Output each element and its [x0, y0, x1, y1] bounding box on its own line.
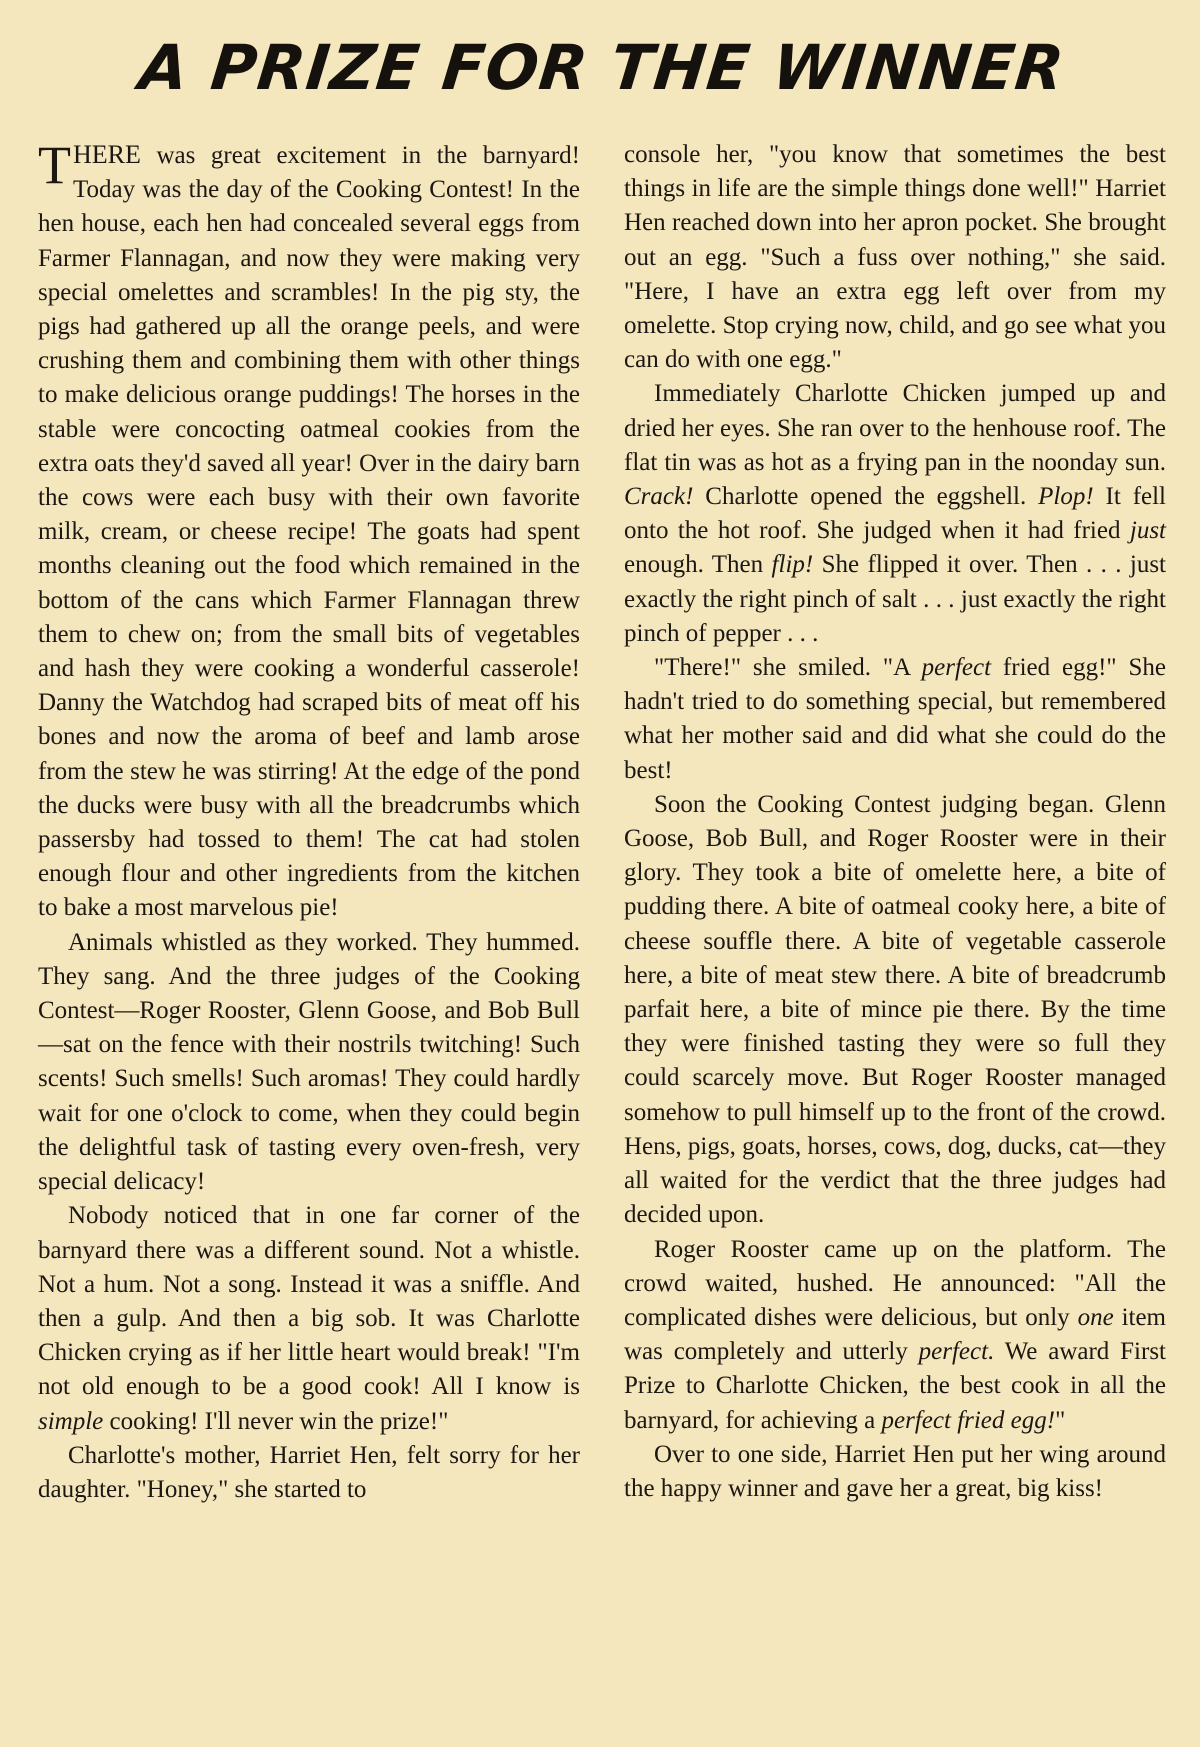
paragraph-6-emphasis-1: Crack!	[624, 483, 694, 511]
paragraph-6-text-d: enough. Then	[624, 551, 772, 579]
paragraph-6-text-c: It fell onto the hot roof. She judged when it had fried	[624, 483, 1167, 545]
right-column	[624, 138, 1166, 1507]
paragraph-5: console her, "you know that sometimes the best things in life are the simple things done well!" Harriet Hen reached down into her apron pocket. She brought out an egg. "Such a fuss over nothing," she said. "Here, I have an extra egg left over from my omelette. Stop crying now, child, and go see what you can do with one egg."	[624, 141, 1166, 374]
paragraph-6-emphasis-2: Plop!	[1038, 483, 1094, 511]
paragraph-7-text-b: fried egg!" She hadn't tried to do something special, but remembered what her mother said and did what she could do the best!	[624, 654, 1166, 784]
paragraph-6	[624, 377, 1166, 651]
paragraph-6-text-a: Immediately Charlotte Chicken jumped up and dried her eyes. She ran over to the henhouse roof. The flat tin was as hot as a frying pan in the noonday sun.	[624, 380, 1166, 476]
paragraph-6-emphasis-3: just	[1129, 517, 1166, 545]
paragraph-9-emphasis-1: one	[1077, 1303, 1114, 1331]
story-title: A PRIZE FOR THE WINNER	[135, 31, 1069, 104]
paragraph-7-emphasis: perfect	[921, 654, 992, 682]
paragraph-1-text: was great excitement in the barnyard! Today was the day of the Cooking Contest! In the hen house, each hen had concealed several eggs from Farmer Flannagan, and now they were making very special omelettes and scrambles! In the pig sty, the pigs had gathered up all the orange peels, and were crushing them and combining them with other things to make delicious orange puddings! The horses in the stable were concocting oatmeal cookies from the extra oats they'd saved all year! Over in the dairy barn the cows were each busy with their own favorite milk, cream, or cheese recipe! The goats had spent months cleaning out the food which remained in the bottom of the cans which Farmer Flannagan threw them to chew on; from the small bits of vegetables and hash they were cooking a wonderful casserole! Danny the Watchdog had scraped bits of meat off his bones and now the aroma of beef and lamb arose from the stew he was stirring! At the edge of the pond the ducks were busy with all the breadcrumbs which passersby had tossed to them! The cat had stolen enough flour and other ingredients from the kitchen to bake a most marvelous pie!	[38, 142, 580, 922]
paragraph-2: Animals whistled as they worked. They hummed. They sang. And the three judges of the Cooking Contest—Roger Rooster, Glenn Goose, and Bob Bull—sat on the fence with their nostrils twitching! Such scents! Such smells! Such aromas! They could hardly wait for one o'clock to come, when they could begin the delightful task of tasting every oven-fresh, very special delicacy!	[38, 928, 580, 1196]
paragraph-7-text-a: "There!" she smiled. "A	[654, 654, 922, 682]
paragraph-6-emphasis-4: flip!	[771, 551, 814, 579]
paragraph-9-text-d: "	[1055, 1406, 1066, 1434]
paragraph-3-emphasis: simple	[38, 1407, 104, 1435]
paragraph-7	[624, 651, 1166, 788]
paragraph-9-emphasis-3: perfect fried egg!	[881, 1406, 1056, 1434]
paragraph-9-emphasis-2: perfect.	[918, 1338, 995, 1366]
paragraph-6-text-e: She flipped it over. Then . . . just exactly the right pinch of salt . . . just exactly the right pinch of pepper . . .	[624, 551, 1166, 647]
paragraph-9-text-a: Roger Rooster came up on the platform. The crowd waited, hushed. He announced: "All the complicated dishes were delicious, but only	[624, 1235, 1166, 1331]
paragraph-4: Charlotte's mother, Harriet Hen, felt sorry for her daughter. "Honey," she started to	[38, 1441, 580, 1503]
paragraph-3	[38, 1199, 580, 1438]
lead-caps: HERE	[73, 140, 141, 169]
paragraph-9	[624, 1233, 1166, 1438]
paragraph-1	[38, 135, 580, 926]
left-column	[38, 135, 580, 1507]
paragraph-6-text-b: Charlotte opened the eggshell.	[693, 483, 1039, 511]
paragraph-10: Over to one side, Harriet Hen put her wing around the happy winner and gave her a great, big kiss!	[624, 1440, 1166, 1502]
paragraph-3-text-b: cooking! I'll never win the prize!"	[103, 1407, 449, 1435]
text-columns	[38, 135, 1167, 1507]
paragraph-9-text-c: We award First Prize to Charlotte Chicken, the best cook in all the barnyard, for achieving a	[624, 1338, 1166, 1434]
paragraph-9-text-b: item was completely and utterly	[624, 1303, 1167, 1366]
paragraph-8: Soon the Cooking Contest judging began. Glenn Goose, Bob Bull, and Roger Rooster were in their glory. They took a bite of omelette here, a bite of pudding there. A bite of oatmeal cooky here, a bite of cheese souffle there. A bite of vegetable casserole here, a bite of meat stew there. A bite of breadcrumb parfait here, a bite of mince pie there. By the time they were finished tasting they were so full they could scarcely move. But Roger Rooster managed somehow to pull himself up to the front of the crowd. Hens, pigs, goats, horses, cows, dog, ducks, cat—they all waited for the verdict that the three judges had decided upon.	[624, 790, 1166, 1229]
drop-cap: T	[38, 135, 71, 195]
paragraph-3-text-a: Nobody noticed that in one far corner of the barnyard there was a different sound. Not a whistle. Not a hum. Not a song. Instead it was a sniffle. And then a gulp. And then a big sob. It was Charlotte Chicken crying as if her little heart would break! "I'm not old enough to be a good cook! All I know is	[38, 1202, 580, 1401]
